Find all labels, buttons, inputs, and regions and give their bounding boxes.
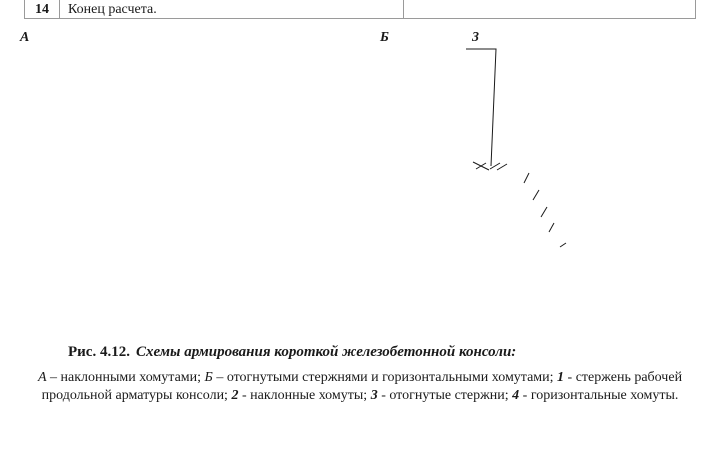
inclined-stirrup-mark — [560, 243, 566, 247]
scheme-label-a: А — [20, 30, 30, 45]
legend-key-a: А — [37, 370, 47, 385]
row-text: Конец расчета. — [60, 0, 404, 18]
inclined-stirrup-mark — [541, 207, 547, 217]
figure-caption — [68, 344, 516, 361]
legend-key-2: 2 — [231, 388, 239, 403]
caption-title: Схемы армирования короткой железобетонной консоли: — [135, 344, 517, 360]
inclined-stirrup-mark — [524, 173, 529, 183]
legend-key-3: 3 — [370, 388, 378, 403]
bar-label-3: 3 — [472, 30, 479, 45]
scheme-label-b: Б — [380, 30, 389, 45]
inclined-stirrup-mark — [549, 223, 554, 232]
row-number: 14 — [25, 0, 60, 18]
legend-text-3: - отогнутые стержни; — [377, 388, 513, 403]
legend-text-2: - наклонные хомуты; — [238, 388, 371, 403]
figure-legend — [18, 369, 702, 405]
horizontal-stirrup-mark — [497, 164, 507, 170]
legend-key-b: Б — [204, 370, 213, 385]
caption-prefix: Рис. 4.12. — [68, 344, 130, 360]
legend-text-4: - горизонтальные хомуты. — [519, 388, 679, 403]
legend-text-a: – наклонными хомутами; — [46, 370, 205, 385]
bent-bar — [466, 49, 496, 166]
legend-text-b: – отогнутыми стержнями и горизонтальными хомутами; — [212, 370, 558, 385]
legend-key-1: 1 — [557, 370, 565, 385]
inclined-stirrup-mark — [533, 190, 539, 200]
legend-key-4: 4 — [512, 388, 520, 403]
legend-text-1: - стержень рабочей продольной арматуры консоли; — [41, 370, 683, 403]
